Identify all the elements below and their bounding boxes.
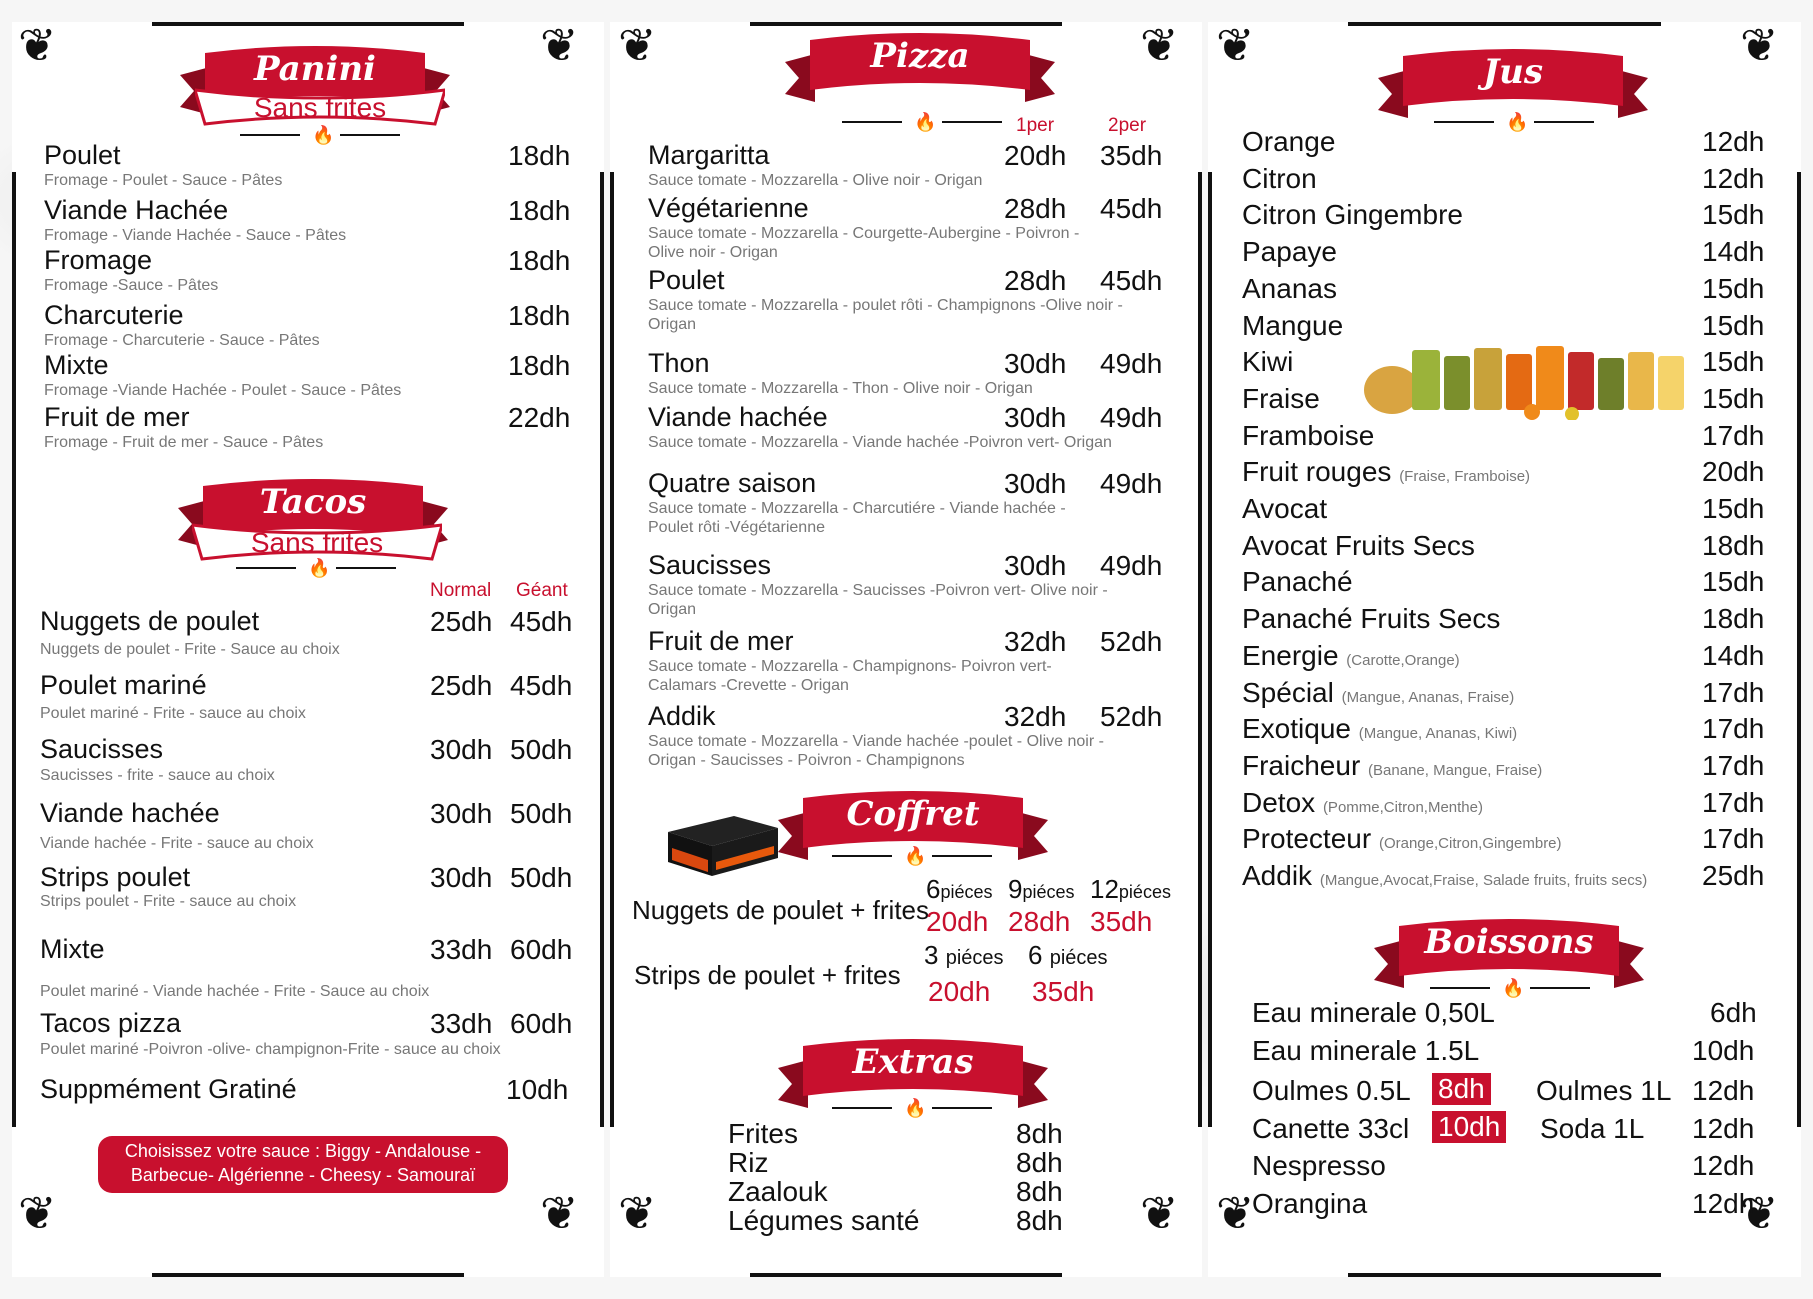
juice-price: 15dh	[1702, 272, 1765, 304]
juice-name	[1242, 677, 1514, 709]
extra-name: Zaalouk	[728, 1176, 828, 1207]
item-price: 18dh	[508, 300, 571, 331]
price-normal: 30dh	[430, 798, 493, 829]
menu-item	[44, 402, 323, 452]
menu-item	[40, 670, 207, 701]
juice-name	[1242, 823, 1562, 855]
item-price: 18dh	[508, 350, 571, 381]
flourish-corner-icon: ❦	[1216, 1186, 1255, 1240]
flourish-corner-icon: ❦	[1740, 18, 1779, 72]
menu-item	[648, 140, 982, 190]
item-name: Poulet mariné	[40, 670, 207, 700]
flourish-corner-icon: ❦	[540, 1186, 579, 1240]
menu-item	[40, 1008, 181, 1039]
price-2per: 52dh	[1100, 701, 1163, 732]
price-geant: 50dh	[510, 734, 573, 765]
coffret-row-strips: Strips de poulet + frites	[634, 960, 901, 990]
price-1per: 32dh	[1004, 701, 1067, 732]
juice-name	[1242, 713, 1517, 745]
item-name: Nuggets de poulet	[40, 606, 260, 636]
price-1per: 20dh	[1004, 140, 1067, 171]
drink-name: Orangina	[1252, 1188, 1368, 1219]
juice-price: 15dh	[1702, 346, 1765, 378]
item-name: Poulet	[44, 140, 121, 170]
boissons-title: Boissons	[1424, 922, 1594, 962]
flame-icon: 🔥	[312, 125, 335, 146]
juice-label: Citron	[1242, 162, 1317, 194]
price-normal: 25dh	[430, 606, 493, 637]
price-normal: 33dh	[430, 1008, 493, 1039]
menu-item	[40, 862, 190, 893]
tacos-title: Tacos	[259, 482, 367, 522]
drink-price: 12dh	[1692, 1150, 1755, 1181]
price-2per: 35dh	[1100, 140, 1163, 171]
item-description: Poulet mariné - Frite - sauce au choix	[40, 705, 306, 722]
flourish-corner-icon: ❦	[1140, 1186, 1179, 1240]
size-count: 6	[1028, 940, 1043, 970]
drink-price: 12dh	[1692, 1188, 1755, 1219]
item-name: Viande Hachée	[44, 195, 229, 225]
size-unit: piéces	[945, 947, 1004, 969]
jus-title: Jus	[1483, 52, 1543, 92]
price-2per: 49dh	[1100, 550, 1163, 581]
juice-price: 15dh	[1702, 309, 1765, 341]
item-name: Saucisses	[648, 550, 772, 580]
supplement-price: 10dh	[506, 1074, 569, 1105]
coffret-price: 35dh	[1090, 906, 1153, 937]
extras-divider	[832, 1098, 992, 1118]
flourish-corner-icon: ❦	[618, 1186, 657, 1240]
frame-line-top	[152, 22, 464, 26]
price-normal: 30dh	[430, 862, 493, 893]
drink-name: Nespresso	[1252, 1150, 1386, 1181]
juice-ingredients: (Fraise, Framboise)	[1399, 468, 1531, 486]
juice-name	[1242, 750, 1542, 782]
juice-label: Ananas	[1242, 272, 1337, 304]
juice-ingredients: (Carotte,Orange)	[1346, 651, 1460, 669]
item-name: Fruit de mer	[44, 402, 190, 432]
oulmes05-name: Oulmes 0.5L	[1252, 1075, 1411, 1106]
frame-line-bottom	[1348, 1273, 1661, 1277]
item-description: Fromage -Viande Hachée - Poulet - Sauce - Pâtes	[44, 382, 402, 399]
item-name: Tacos pizza	[40, 1008, 182, 1038]
frame-line-bottom	[152, 1273, 464, 1277]
soda-price: 12dh	[1692, 1113, 1755, 1144]
item-description: Nuggets de poulet - Frite - Sauce au choix	[40, 641, 340, 658]
drink-name: Eau minerale 1.5L	[1252, 1035, 1480, 1066]
panini-title: Panini	[254, 49, 376, 89]
item-name: Margaritta	[648, 140, 770, 170]
juice-price: 12dh	[1702, 162, 1765, 194]
juice-glasses-image	[1352, 330, 1688, 420]
extra-name: Légumes santé	[728, 1205, 920, 1236]
frame-line-bottom	[750, 1273, 1062, 1277]
juice-name	[1242, 566, 1353, 598]
item-name: Mixte	[44, 350, 109, 380]
flourish-corner-icon: ❦	[618, 18, 657, 72]
size-count: 3	[924, 940, 939, 970]
extra-name: Riz	[728, 1147, 769, 1178]
price-normal: 25dh	[430, 670, 493, 701]
juice-label: Fruit rouges	[1242, 456, 1392, 488]
price-1per: 28dh	[1004, 265, 1067, 296]
canette-price: 10dh	[1432, 1111, 1506, 1143]
panini-subtitle: Sans frites	[253, 92, 387, 123]
supplement-name: Suppmément Gratiné	[40, 1074, 297, 1104]
menu-item	[648, 348, 1033, 398]
extra-price: 8dh	[1016, 1205, 1063, 1236]
extra-price: 8dh	[1016, 1147, 1063, 1178]
frame-line-top	[750, 22, 1062, 26]
price-2per: 49dh	[1100, 402, 1163, 433]
boissons-divider	[1430, 978, 1590, 998]
price-geant: 50dh	[510, 862, 573, 893]
juice-name	[1242, 787, 1483, 819]
juice-price: 17dh	[1702, 749, 1765, 781]
price-geant: 60dh	[510, 1008, 573, 1039]
flourish-corner-icon: ❦	[1740, 1186, 1779, 1240]
item-description: Sauce tomate - Mozzarella - Champignons- Poivron vert-	[648, 658, 1052, 675]
juice-ingredients: (Orange,Citron,Gingembre)	[1378, 835, 1562, 853]
flourish-corner-icon: ❦	[18, 18, 57, 72]
coffret-size	[924, 940, 1004, 971]
jus-divider	[1434, 112, 1594, 132]
item-price: 22dh	[508, 402, 571, 433]
drink-name: Eau minerale 0,50L	[1252, 997, 1495, 1028]
juice-price: 20dh	[1702, 456, 1765, 488]
price-geant: 60dh	[510, 934, 573, 965]
juice-label: Papaye	[1242, 236, 1337, 268]
juice-label: Energie	[1242, 639, 1339, 671]
menu-item	[44, 140, 282, 190]
item-description: Fromage - Fruit de mer - Sauce - Pâtes	[44, 434, 324, 451]
juice-price: 17dh	[1702, 786, 1765, 818]
canette-name: Canette 33cl	[1252, 1113, 1410, 1144]
juice-price: 15dh	[1702, 566, 1765, 598]
item-description: Sauce tomate - Mozzarella - Thon - Olive noir - Origan	[648, 380, 1033, 397]
juice-ingredients: (Banane, Mangue, Fraise)	[1368, 761, 1543, 779]
juice-name	[1242, 456, 1530, 488]
extra-price: 8dh	[1016, 1118, 1063, 1149]
coffret-size	[1008, 874, 1075, 905]
juice-price: 14dh	[1702, 236, 1765, 268]
item-name: Poulet	[648, 265, 725, 295]
price-1per: 30dh	[1004, 402, 1067, 433]
supplement-row	[40, 1074, 297, 1105]
coffret-row-nuggets: Nuggets de poulet + frites	[632, 895, 930, 925]
price-1per: 30dh	[1004, 550, 1067, 581]
flame-icon: 🔥	[308, 558, 331, 579]
juice-price: 17dh	[1702, 676, 1765, 708]
item-name: Fruit de mer	[648, 626, 794, 656]
juice-name	[1242, 383, 1320, 415]
price-normal: 30dh	[430, 734, 493, 765]
juice-name	[1242, 346, 1293, 378]
item-name: Quatre saison	[648, 468, 817, 498]
item-price: 18dh	[508, 140, 571, 171]
item-name: Saucisses	[40, 734, 164, 764]
flourish-corner-icon: ❦	[540, 18, 579, 72]
item-description: Poulet mariné -Poivron -olive- champignon-Frite - sauce au choix	[40, 1041, 501, 1058]
pizza-divider	[842, 112, 1002, 132]
panini-subtitle-plate	[195, 88, 445, 128]
extra-name: Frites	[728, 1118, 798, 1149]
juice-name	[1242, 273, 1337, 305]
juice-ingredients: (Mangue,Avocat,Fraise, Salade fruits, fruits secs)	[1319, 872, 1648, 889]
juice-label: Framboise	[1242, 419, 1375, 451]
price-2per: 45dh	[1100, 193, 1163, 224]
soda-name: Soda 1L	[1540, 1113, 1645, 1144]
extra-price: 8dh	[1016, 1176, 1063, 1207]
item-description: Fromage - Poulet - Sauce - Pâtes	[44, 172, 283, 189]
price-2per: 52dh	[1100, 626, 1163, 657]
juice-name	[1242, 163, 1317, 195]
item-name: Strips poulet	[40, 862, 191, 892]
juice-label: Citron Gingembre	[1242, 199, 1463, 231]
juice-name	[1242, 126, 1335, 158]
juice-label: Addik	[1242, 860, 1313, 891]
juice-price: 17dh	[1702, 419, 1765, 451]
coffret-title: Coffret	[846, 794, 980, 834]
menu-item	[40, 606, 259, 637]
juice-name	[1242, 199, 1463, 231]
item-description-cont: Origan	[648, 316, 697, 333]
juice-name	[1242, 603, 1500, 635]
price-normal: 33dh	[430, 934, 493, 965]
oulmes1-price: 12dh	[1692, 1075, 1755, 1106]
juice-label: Kiwi	[1242, 346, 1294, 378]
item-description: Sauce tomate - Mozzarella - Viande hachée -Poivron vert- Origan	[648, 434, 1112, 451]
juice-label: Detox	[1242, 786, 1316, 818]
drink-price: 10dh	[1692, 1035, 1755, 1066]
item-description: Saucisses - frite - sauce au choix	[40, 767, 275, 784]
frame-line-left	[610, 172, 614, 1127]
item-name: Mixte	[40, 934, 105, 964]
item-name: Fromage	[44, 245, 153, 275]
juice-price: 17dh	[1702, 713, 1765, 745]
item-name: Viande hachée	[40, 798, 220, 828]
item-name: Addik	[648, 701, 716, 731]
item-description-cont: Calamars -Crevette - Origan	[648, 677, 849, 694]
juice-label: Orange	[1242, 126, 1336, 157]
item-description: Poulet mariné - Viande hachée - Frite - Sauce au choix	[40, 983, 430, 1000]
price-1per: 32dh	[1004, 626, 1067, 657]
item-description-cont: Origan	[648, 601, 697, 618]
flame-icon: 🔥	[1506, 112, 1529, 133]
menu-item	[44, 300, 320, 350]
price-geant: 50dh	[510, 798, 573, 829]
juice-price: 18dh	[1702, 603, 1765, 635]
size-count: 12	[1090, 874, 1119, 904]
frame-line-left	[12, 172, 16, 1127]
juice-name	[1242, 530, 1475, 562]
juice-label: Mangue	[1242, 309, 1344, 341]
juice-price: 15dh	[1702, 199, 1765, 231]
coffret-price: 28dh	[1008, 906, 1071, 937]
price-1per: 28dh	[1004, 193, 1067, 224]
juice-ingredients: (Mangue, Ananas, Fraise)	[1341, 688, 1515, 706]
price-geant: 45dh	[510, 670, 573, 701]
juice-label: Avocat Fruits Secs	[1242, 529, 1475, 561]
size-count: 9	[1008, 874, 1023, 904]
juice-label: Spécial	[1242, 676, 1334, 708]
menu-item	[44, 350, 401, 400]
frame-line-right	[600, 172, 604, 1127]
item-name: Thon	[648, 348, 710, 378]
juice-price: 17dh	[1702, 823, 1765, 855]
coffret-size	[1090, 874, 1171, 905]
item-description: Fromage - Charcuterie - Sauce - Pâtes	[44, 332, 320, 349]
flourish-corner-icon: ❦	[1216, 18, 1255, 72]
pizza-banner	[785, 32, 1055, 112]
juice-price: 12dh	[1702, 126, 1765, 157]
item-description-cont: Poulet rôti -Végétarienne	[648, 519, 825, 536]
item-description: Sauce tomate - Mozzarella - Viande hachée -poulet - Olive noir -	[648, 733, 1104, 750]
coffret-size	[1028, 940, 1108, 971]
juice-label: Panaché	[1242, 566, 1353, 598]
oulmes1-name: Oulmes 1L	[1536, 1075, 1672, 1106]
sauce-choice-note: Choisissez votre sauce : Biggy - Andalouse - Barbecue- Algérienne - Cheesy - Samouraï	[98, 1136, 508, 1193]
tacos-col-geant: Géant	[516, 580, 568, 601]
menu-item	[40, 934, 105, 965]
item-name: Viande hachée	[648, 402, 828, 432]
flame-icon: 🔥	[1502, 978, 1525, 999]
pizza-col-1per: 1per	[1016, 115, 1055, 136]
size-unit: piéces	[1022, 882, 1075, 902]
coffret-price: 20dh	[926, 906, 989, 937]
item-description: Fromage -Sauce - Pâtes	[44, 277, 219, 294]
item-name: Végétarienne	[648, 193, 809, 223]
frame-line-top	[1348, 22, 1661, 26]
juice-name	[1242, 310, 1343, 342]
menu-item	[44, 245, 218, 295]
juice-price: 18dh	[1702, 529, 1765, 561]
item-description: Sauce tomate - Mozzarella - Saucisses -Poivron vert- Olive noir -	[648, 582, 1108, 599]
item-price: 18dh	[508, 245, 571, 276]
price-geant: 45dh	[510, 606, 573, 637]
juice-price: 14dh	[1702, 639, 1765, 671]
juice-label: Panaché Fruits Secs	[1242, 603, 1501, 635]
item-description: Viande hachée - Frite - sauce au choix	[40, 835, 314, 852]
item-description: Sauce tomate - Mozzarella - Courgette-Aubergine - Poivron -	[648, 225, 1080, 242]
coffret-price: 20dh	[928, 976, 991, 1007]
drink-price: 6dh	[1710, 997, 1757, 1028]
coffret-divider	[832, 846, 992, 866]
price-2per: 45dh	[1100, 265, 1163, 296]
juice-name	[1242, 860, 1647, 892]
extras-title: Extras	[852, 1042, 974, 1082]
coffret-size	[926, 874, 993, 905]
menu-item	[40, 734, 163, 765]
juice-name	[1242, 640, 1460, 672]
flame-icon: 🔥	[914, 112, 937, 133]
item-price: 18dh	[508, 195, 571, 226]
tacos-col-normal: Normal	[430, 580, 492, 601]
frame-line-right	[1797, 172, 1801, 1127]
size-unit: piéces	[1049, 947, 1108, 969]
item-description-cont: Olive noir - Origan	[648, 244, 778, 261]
size-unit: piéces	[1118, 882, 1171, 902]
juice-ingredients: (Pomme,Citron,Menthe)	[1322, 798, 1483, 816]
juice-ingredients: (Mangue, Ananas, Kiwi)	[1358, 725, 1518, 743]
pizza-col-2per: 2per	[1108, 115, 1147, 136]
coffret-price: 35dh	[1032, 976, 1095, 1007]
size-count: 6	[926, 874, 941, 904]
price-1per: 30dh	[1004, 348, 1067, 379]
item-description-cont: Origan - Saucisses - Poivron - Champignons	[648, 752, 965, 769]
tacos-subtitle: Sans frites	[250, 527, 384, 558]
juice-label: Protecteur	[1242, 823, 1372, 855]
juice-label: Fraise	[1242, 382, 1320, 414]
menu-item	[44, 195, 346, 245]
item-name: Charcuterie	[44, 300, 184, 330]
flourish-corner-icon: ❦	[18, 1186, 57, 1240]
juice-label: Avocat	[1242, 493, 1328, 524]
item-description: Sauce tomate - Mozzarella - Olive noir - Origan	[648, 172, 983, 189]
pizza-title: Pizza	[870, 36, 970, 76]
menu-item	[40, 798, 220, 829]
juice-name	[1242, 493, 1327, 525]
size-unit: piéces	[940, 882, 993, 902]
frame-line-right	[1198, 172, 1202, 1127]
price-1per: 30dh	[1004, 468, 1067, 499]
item-description: Sauce tomate - Mozzarella - poulet rôti - Champignons -Olive noir -	[648, 297, 1123, 314]
juice-name	[1242, 420, 1374, 452]
tacos-subtitle-plate	[192, 523, 442, 563]
oulmes05-price: 8dh	[1432, 1073, 1491, 1105]
item-description: Strips poulet - Frite - sauce au choix	[40, 893, 297, 910]
juice-price: 15dh	[1702, 493, 1765, 524]
flame-icon: 🔥	[904, 1098, 927, 1119]
juice-label: Fraicheur	[1242, 749, 1361, 781]
tacos-divider	[236, 558, 396, 578]
juice-label: Exotique	[1242, 713, 1351, 745]
price-2per: 49dh	[1100, 468, 1163, 499]
item-description: Sauce tomate - Mozzarella - Charcutiére - Viande hachée -	[648, 500, 1066, 517]
juice-price: 25dh	[1702, 860, 1765, 891]
coffret-box-image	[664, 812, 782, 878]
juice-price: 15dh	[1702, 382, 1765, 414]
frame-line-left	[1208, 172, 1212, 1127]
menu-item	[648, 626, 1052, 695]
item-description: Fromage - Viande Hachée - Sauce - Pâtes	[44, 227, 347, 244]
flourish-corner-icon: ❦	[1140, 18, 1179, 72]
juice-name	[1242, 236, 1337, 268]
flame-icon: 🔥	[904, 846, 927, 867]
price-2per: 49dh	[1100, 348, 1163, 379]
